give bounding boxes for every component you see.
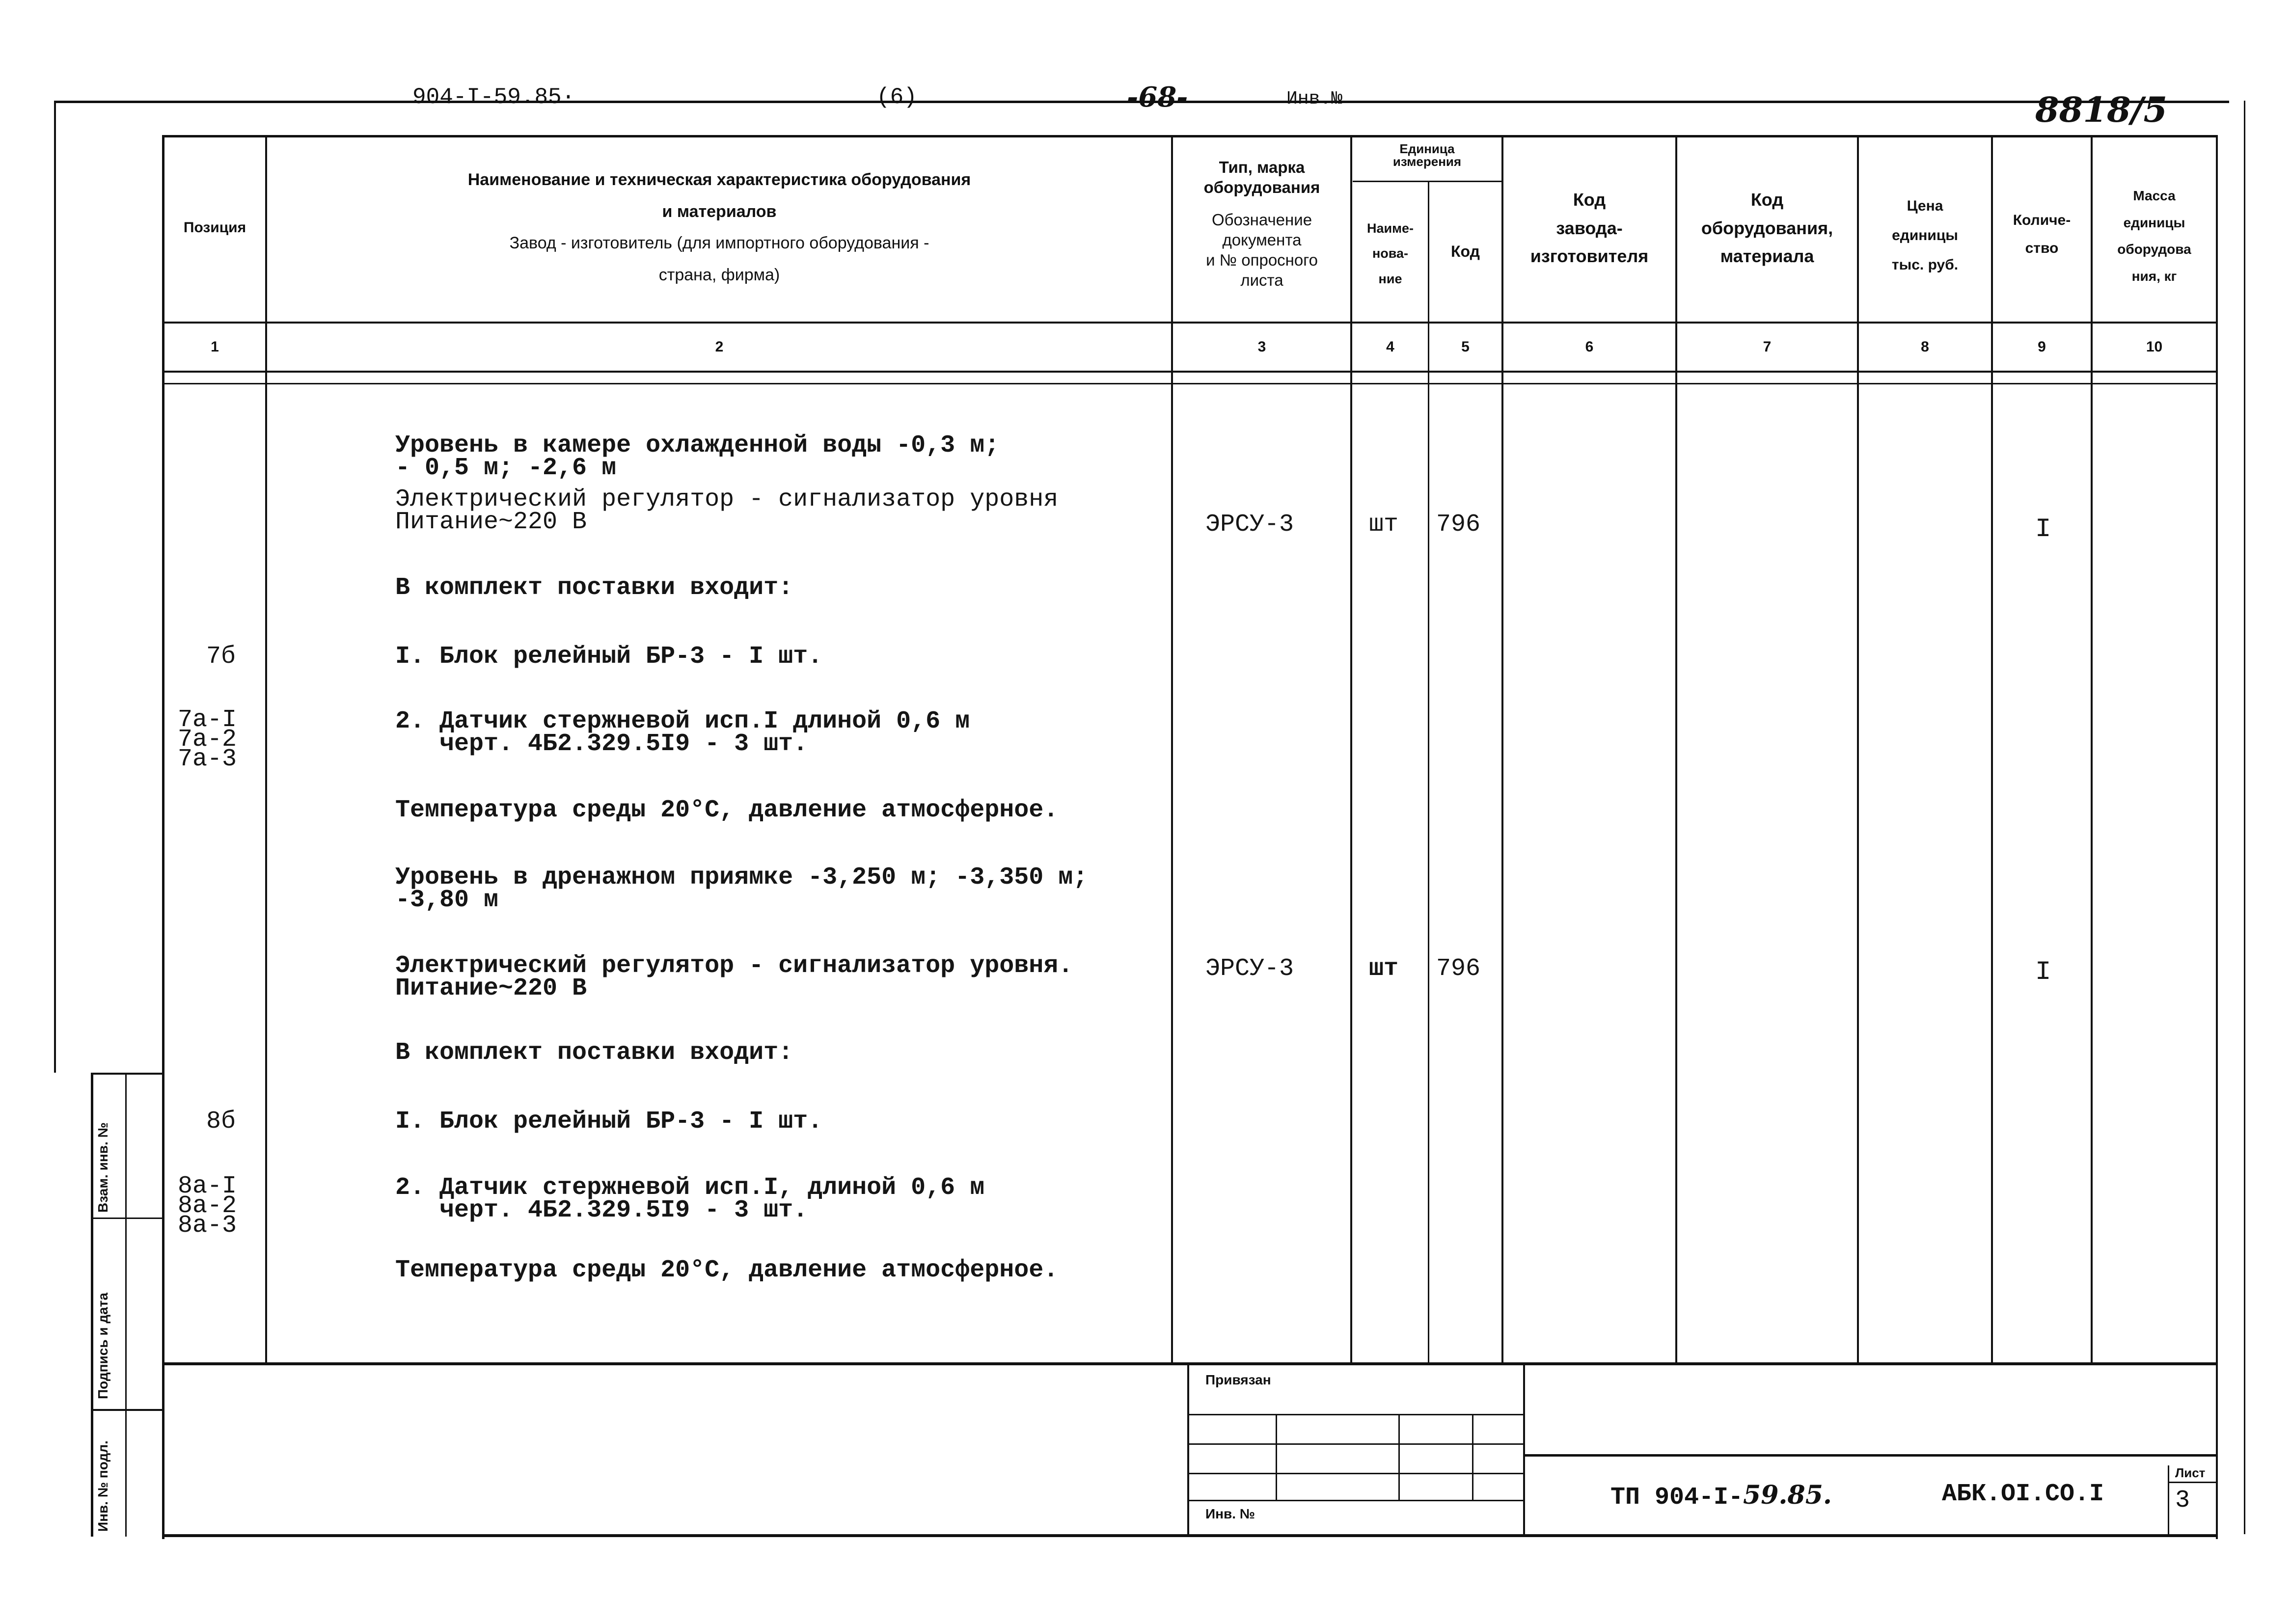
side-strip-sep-1 (91, 1218, 164, 1219)
stamp-sheet-number: 3 (2175, 1487, 2190, 1515)
col-number-6: 6 (1585, 339, 1594, 355)
col-number-5: 5 (1461, 339, 1470, 355)
stamp-title-line (1525, 1454, 2217, 1457)
col-number-9: 9 (2038, 339, 2046, 355)
unit-1: шт (1369, 511, 1399, 539)
header-quantity: Количе- ство (2013, 212, 2071, 256)
stamp-project-code: ТП 904-I-59.85. (1610, 1480, 1832, 1512)
header-factory-code: Код завода- изготовителя (1530, 189, 1649, 267)
outer-left-border (54, 101, 56, 1073)
header-type: Тип, марка оборудования Обозначение документа и № опросного листа (1203, 158, 1320, 290)
col-sep-8 (1991, 135, 1993, 1365)
header-equipment-code: Код оборудования, материала (1701, 189, 1833, 267)
header-unit-code: Код (1451, 243, 1480, 260)
side-label-signature-date: Подпись и дата (95, 1293, 110, 1399)
col-number-4: 4 (1386, 339, 1394, 355)
outer-right-border (2244, 101, 2245, 1534)
side-strip-top-line (91, 1073, 164, 1075)
type-1: ЭРСУ-3 (1205, 511, 1294, 539)
header-name: Наименование и техническая характеристика оборудования и материалов Завод - изготовитель (для импортного оборудования - страна, фирма) (467, 170, 971, 284)
code-1: 796 (1436, 511, 1481, 539)
kit-includes-1: В комплект поставки входит: (395, 574, 793, 602)
col-sep-7 (1857, 135, 1859, 1365)
type-2: ЭРСУ-3 (1205, 955, 1294, 983)
quantity-2: I (2035, 957, 2051, 987)
stamp-inv-label: Инв. № (1205, 1506, 1255, 1521)
col-number-1: 1 (211, 339, 219, 355)
environment-2: Температура среды 20°С, давление атмосферное. (395, 1256, 1059, 1284)
positions-8a: 8а-I 8а-2 8а-3 (178, 1172, 237, 1240)
stamp-grid-v2 (1398, 1415, 1400, 1501)
number-row-bottom-line (162, 371, 2217, 373)
kit-includes-2: В комплект поставки входит: (395, 1039, 793, 1067)
relay-block-2: I. Блок релейный БР-3 - I шт. (395, 1108, 823, 1136)
col-sep-9 (2091, 135, 2093, 1365)
header-unit-group: Единица измерения (1392, 141, 1462, 169)
col-sep-6 (1675, 135, 1677, 1365)
sensor-2: 2. Датчик стержневой исп.I, длиной 0,6 м черт. 4Б2.329.5I9 - 3 шт. (395, 1174, 985, 1224)
header-unit-price: Цена единицы тыс. руб. (1891, 198, 1959, 273)
stamp-grid-v3 (1472, 1415, 1473, 1501)
side-label-original-inv: Инв. № подл. (95, 1440, 110, 1532)
side-strip-sep-2 (91, 1409, 164, 1411)
col-sep-5 (1501, 135, 1503, 1365)
side-strip-left-line (91, 1073, 93, 1537)
stamp-grid-v1 (1276, 1415, 1277, 1501)
stamp-sheet-code: АБК.OI.CO.I (1942, 1480, 2104, 1508)
body-bottom-line (162, 1362, 2217, 1365)
inventory-number-handwritten: 8818/5 (2035, 89, 2168, 130)
frame-right-line (2216, 135, 2218, 1539)
stamp-sheet-label: Лист (2175, 1465, 2206, 1480)
section-number: (6) (876, 84, 917, 110)
col-number-7: 7 (1763, 339, 1772, 355)
regulator-description-1: Электрический регулятор - сигнализатор уровня Питание~220 В (395, 486, 1059, 536)
col-number-10: 10 (2146, 339, 2163, 355)
stamp-sheet-line (2169, 1482, 2217, 1483)
side-label-replacement-inv: Взам. инв. № (95, 1122, 110, 1213)
side-strip-mid-line (125, 1073, 127, 1537)
col-number-3: 3 (1257, 339, 1266, 355)
environment-1: Температура среды 20°С, давление атмосферное. (395, 796, 1059, 824)
stamp-sep-mid (1523, 1364, 1525, 1536)
positions-7a: 7а-I 7а-2 7а-3 (178, 706, 237, 773)
col-sep-1 (265, 135, 267, 1365)
frame-bottom-line (162, 1534, 2217, 1537)
body-top-line (162, 383, 2217, 384)
unit-2: шт (1369, 955, 1399, 983)
stamp-attached-label: Привязан (1205, 1372, 1271, 1387)
unit-group-underline (1353, 181, 1501, 182)
col-sep-3 (1350, 135, 1352, 1365)
position-8b: 8б (206, 1108, 236, 1136)
col-sep-2 (1171, 135, 1173, 1365)
relay-block-1: I. Блок релейный БР-3 - I шт. (395, 643, 823, 671)
col-sep-4 (1428, 182, 1429, 1365)
col-number-8: 8 (1921, 339, 1929, 355)
quantity-1: I (2035, 514, 2051, 544)
col-number-2: 2 (715, 339, 724, 355)
regulator-description-2: Электрический регулятор - сигнализатор уровня. Питание~220 В (395, 952, 1073, 1002)
position-7b: 7б (206, 643, 236, 671)
sensor-1: 2. Датчик стержневой исп.I длиной 0,6 м черт. 4Б2.329.5I9 - 3 шт. (395, 707, 970, 758)
code-2: 796 (1436, 955, 1481, 983)
level-drainage-pit: Уровень в дренажном приямке -3,250 м; -3,350 м; -3,80 м (395, 864, 1088, 914)
stamp-sep-left (1187, 1364, 1189, 1536)
page-number: -68- (1127, 81, 1188, 113)
header-bottom-line (162, 322, 2217, 324)
header-unit-mass: Масса единицы оборудова ния, кг (2117, 188, 2191, 284)
inventory-label: Инв.№ (1286, 88, 1343, 109)
header-unit-name: Наиме- нова- ние (1366, 221, 1414, 286)
header-position: Позиция (183, 219, 246, 236)
level-chilled-water: Уровень в камере охлажденной воды -0,3 м; - 0,5 м; -2,6 м (395, 432, 1000, 482)
doc-code: 904-I-59.85· (412, 84, 575, 110)
header-top-line (162, 135, 2217, 137)
stamp-sheet-sep (2168, 1465, 2169, 1534)
